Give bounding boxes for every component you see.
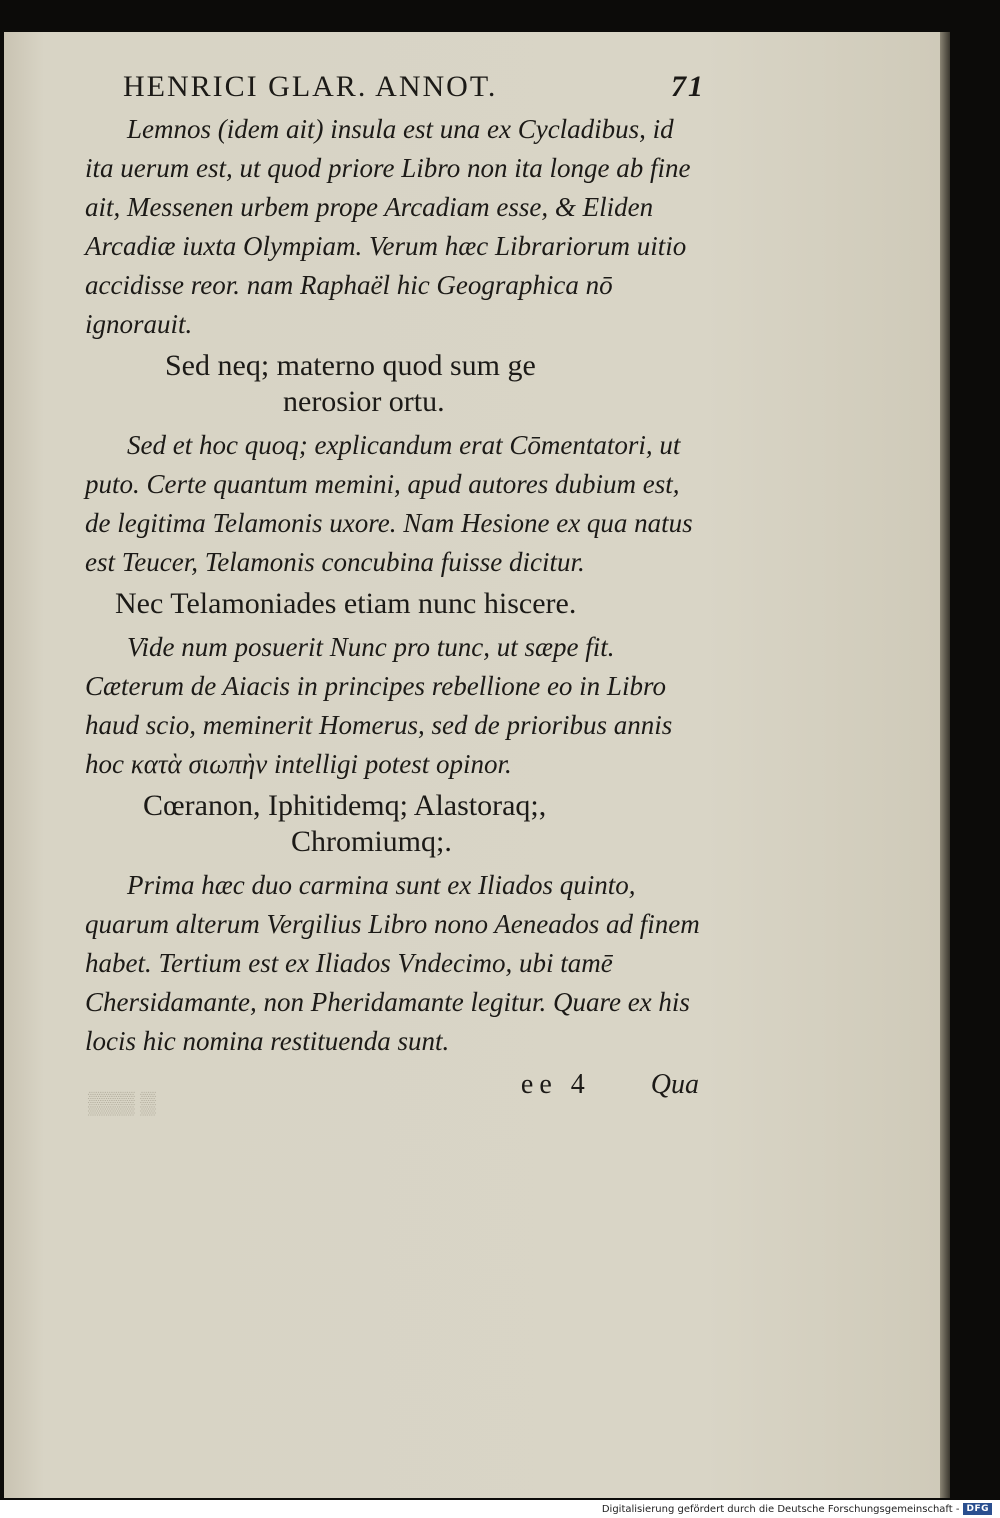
verse-quote-3 (85, 788, 705, 860)
running-header (123, 70, 705, 104)
verse-quote-1 (85, 348, 705, 420)
verse-quote-2 (85, 586, 705, 622)
verse-1-line-1: Sed neq; materno quod sum ge (165, 349, 536, 382)
footer-credit: Digitalisierung gefördert durch die Deutsche Forschungsgemeinschaft - (601, 1503, 960, 1515)
show-through-smudge: ▒▒▒ ▒ (88, 1090, 156, 1115)
commentary-paragraph-4: Prima hæc duo carmina sunt ex Iliados quinto, quarum alterum Vergilius Libro nono Aeneados ad finem habet. Tertium est ex Iliados Vndecimo, ubi tamē Chersidamante, non Pheridamante legitur. Quare ex his locis hic nomina restituenda sunt. (85, 870, 700, 1056)
catchword: Qua (650, 1069, 699, 1100)
digitization-footer (602, 1500, 992, 1518)
verse-2-line-1: Nec Telamoniades etiam nunc hiscere. (115, 587, 577, 620)
page-text (85, 70, 705, 1101)
signature-mark: ee 4 (520, 1069, 591, 1100)
verse-1-line-2: nerosior ortu. (283, 385, 445, 418)
folio-number: 71 (671, 70, 705, 103)
page-edge (940, 32, 950, 1498)
commentary-paragraph-2: Sed et hoc quoq; explicandum erat Cōmentatori, ut puto. Certe quantum memini, apud autores dubium est, de legitima Telamonis uxore. Nam Hesione ex qua natus est Teucer, Telamonis concubina fuisse dicitur. (85, 430, 693, 577)
dfg-logo-icon: DFG (963, 1503, 992, 1515)
verse-3-line-1: Cœranon, Iphitidemq; Alastoraq;, (143, 789, 547, 822)
catchline (85, 1069, 699, 1101)
running-title: HENRICI GLAR. ANNOT. (123, 70, 498, 103)
commentary-paragraph-1: Lemnos (idem ait) insula est una ex Cycladibus, id ita uerum est, ut quod priore Libro non ita longe ab fine ait, Messenen urbem prope Arcadiam esse, & Eliden Arcadiæ iuxta Olympiam. Verum hæc Librariorum uitio accidisse reor. nam Raphaël hic Geographica nō ignorauit. (85, 114, 691, 339)
commentary-paragraph-3: Vide num posuerit Nunc pro tunc, ut sæpe fit. Cæterum de Aiacis in principes rebellione eo in Libro haud scio, meminerit Homerus, sed de prioribus annis hoc κατὰ σιωπὴν intelligi potest opinor. (85, 632, 673, 779)
verse-3-line-2: Chromiumq;. (291, 825, 452, 858)
